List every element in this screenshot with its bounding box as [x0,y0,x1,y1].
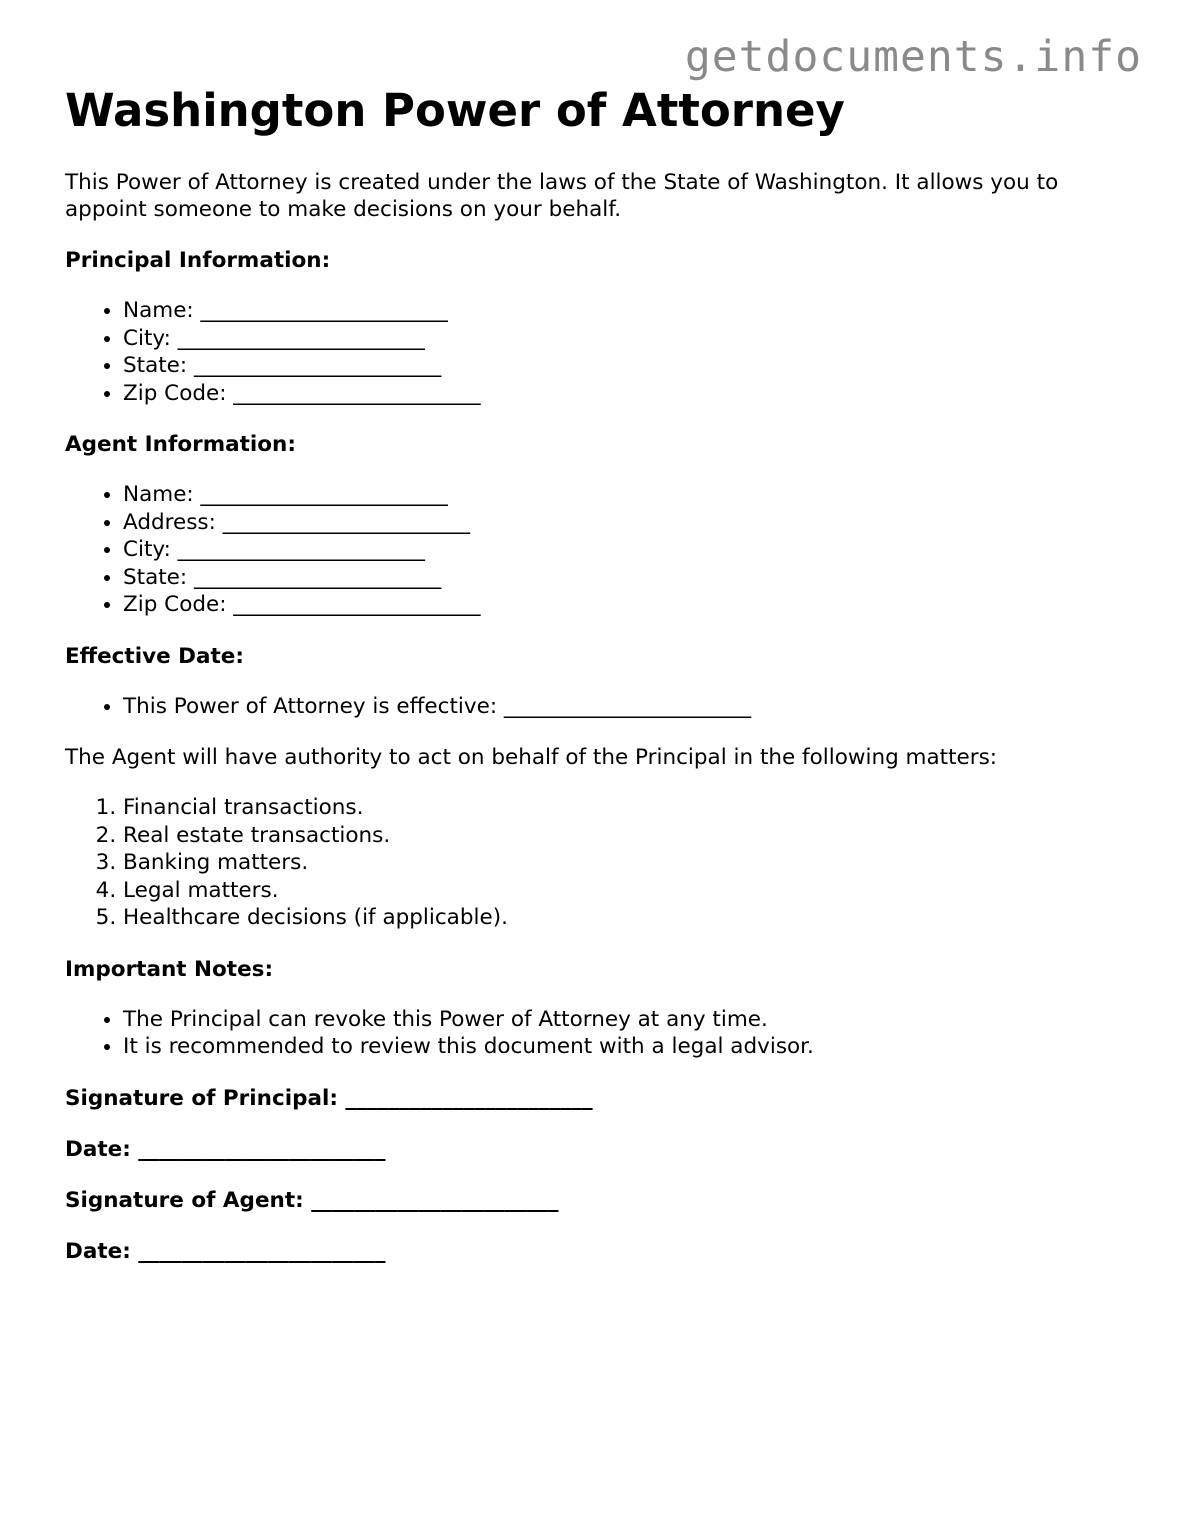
principal-state-field: • State: _______________________ [123,352,1125,380]
principal-zip-field: • Zip Code: _______________________ [123,380,1125,408]
agent-date-line: Date: _______________________ [65,1238,386,1264]
effective-date-fields [65,693,1125,721]
watermark: getdocuments.info [684,32,1142,82]
agent-zip-field: • Zip Code: _______________________ [123,591,1125,619]
important-notes-list [65,1006,1125,1061]
authority-paragraph: The Agent will have authority to act on behalf of the Principal in the following matters: [65,745,998,770]
note-item: • It is recommended to review this document with a legal advisor. [123,1033,1125,1061]
agent-fields [65,481,1125,619]
matter-item: 1. Financial transactions. [123,794,1125,822]
important-notes-heading: Important Notes: [65,956,274,982]
principal-name-field: • Name: _______________________ [123,297,1125,325]
matters-list [65,794,1125,932]
document-title: Washington Power of Attorney [65,84,845,137]
principal-heading: Principal Information: [65,248,331,273]
note-item: • The Principal can revoke this Power of Attorney at any time. [123,1006,1125,1034]
principal-fields [65,297,1125,407]
principal-date-line: Date: _______________________ [65,1136,386,1162]
effective-date-field: • This Power of Attorney is effective: _______________________ [123,693,1125,721]
agent-state-field: • State: _______________________ [123,564,1125,592]
principal-city-field: • City: _______________________ [123,325,1125,353]
agent-signature-line: Signature of Agent: _______________________ [65,1187,559,1213]
matter-item: 4. Legal matters. [123,877,1125,905]
effective-date-heading: Effective Date: [65,643,244,669]
matter-item: 5. Healthcare decisions (if applicable). [123,904,1125,932]
signature-block [65,1085,1125,1265]
agent-city-field: • City: _______________________ [123,536,1125,564]
matter-item: 3. Banking matters. [123,849,1125,877]
agent-heading: Agent Information: [65,432,296,457]
intro-paragraph: This Power of Attorney is created under the laws of the State of Washington. It allows you to appoint someone to make decisions on your behalf. [65,170,1059,222]
agent-address-field: • Address: _______________________ [123,509,1125,537]
document-page [65,84,1125,1265]
matter-item: 2. Real estate transactions. [123,822,1125,850]
agent-name-field: • Name: _______________________ [123,481,1125,509]
principal-signature-line: Signature of Principal: _______________________ [65,1085,593,1111]
